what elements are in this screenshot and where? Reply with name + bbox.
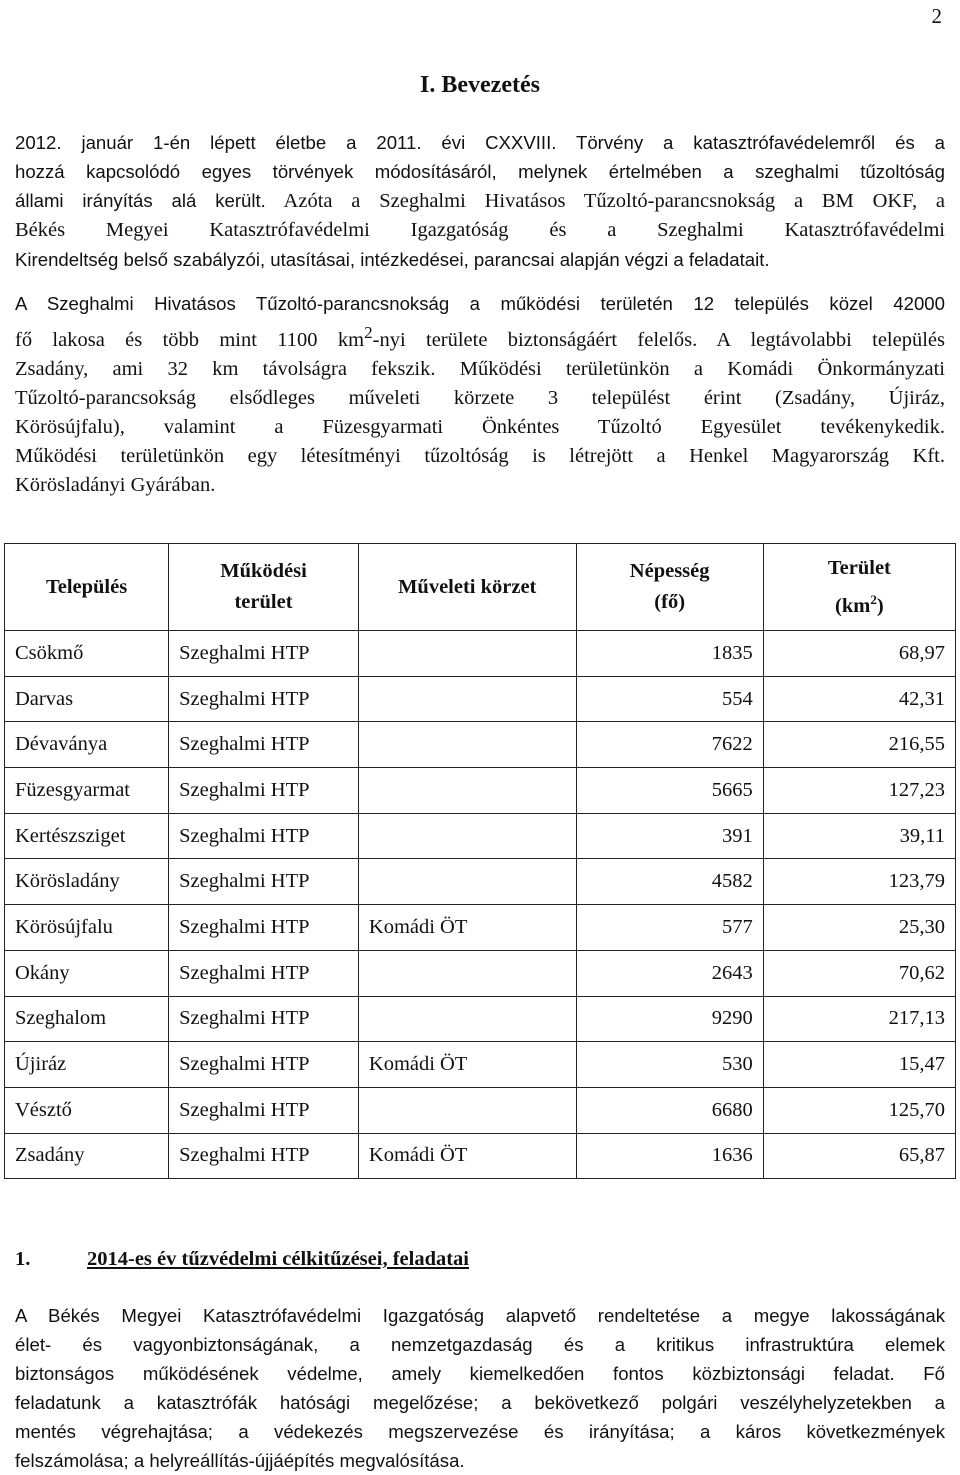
paragraph-line: feladatunk a katasztrófák hatósági megelőzése; a bekövetkező polgári veszélyhelyzetekben a [15, 1392, 945, 1413]
cell-zone [358, 631, 576, 677]
settlements-table [4, 543, 956, 1179]
cell-area: Szeghalmi HTP [169, 950, 359, 996]
cell-settlement: Füzesgyarmat [5, 768, 169, 814]
cell-size: 42,31 [763, 676, 955, 722]
cell-population: 530 [576, 1042, 763, 1088]
table-row [5, 768, 956, 814]
cell-area: Szeghalmi HTP [169, 722, 359, 768]
paragraph-text: fő lakosa és több mint 1100 km [15, 328, 365, 351]
cell-settlement: Dévaványa [5, 722, 169, 768]
cell-area: Szeghalmi HTP [169, 1133, 359, 1179]
table-row [5, 1042, 956, 1088]
cell-area: Szeghalmi HTP [169, 768, 359, 814]
cell-population: 6680 [576, 1087, 763, 1133]
paragraph-line: Működési területünkön egy létesítményi tűzoltóság is létrejött a Henkel Magyarország Kft. [15, 444, 945, 467]
cell-settlement: Zsadány [5, 1133, 169, 1179]
paragraph-line: A Békés Megyei Katasztrófavédelmi Igazgatóság alapvető rendeltetése a megye lakosságának [15, 1305, 945, 1326]
cell-area: Szeghalmi HTP [169, 1042, 359, 1088]
cell-size: 65,87 [763, 1133, 955, 1179]
paragraph-line: Körösújfalu), valamint a Füzesgyarmati Önkéntes Tűzoltó Egyesület tevékenykedik. [15, 415, 945, 438]
table-header-row [5, 544, 956, 631]
paragraph-line: mentés végrehajtása; a védekezés megszervezése és irányítása; a káros következmények [15, 1421, 945, 1442]
cell-settlement: Kertészsziget [5, 813, 169, 859]
table-row [5, 722, 956, 768]
paragraph-line: felszámolása; a helyreállítás-újjáépítés megvalósítása. [15, 1450, 465, 1471]
cell-population: 1835 [576, 631, 763, 677]
cell-population: 577 [576, 905, 763, 951]
cell-settlement: Vésztő [5, 1087, 169, 1133]
superscript: 2 [870, 591, 877, 607]
cell-settlement: Okány [5, 950, 169, 996]
table-row [5, 996, 956, 1042]
table-row [5, 859, 956, 905]
cell-zone: Komádi ÖT [358, 1133, 576, 1179]
cell-size: 70,62 [763, 950, 955, 996]
table-row [5, 950, 956, 996]
cell-size: 125,70 [763, 1087, 955, 1133]
intro-paragraph [15, 128, 945, 274]
cell-size: 68,97 [763, 631, 955, 677]
page-number: 2 [931, 4, 942, 28]
cell-size: 39,11 [763, 813, 955, 859]
cell-population: 554 [576, 676, 763, 722]
cell-zone [358, 859, 576, 905]
paragraph-line: Tűzoltó-parancsokság elsődleges műveleti körzete 3 települést érint (Zsadány, Újiráz, [15, 386, 945, 409]
paragraph-line [15, 186, 945, 216]
cell-area: Szeghalmi HTP [169, 631, 359, 677]
cell-population: 7622 [576, 722, 763, 768]
table-row [5, 676, 956, 722]
cell-zone [358, 996, 576, 1042]
cell-settlement: Újiráz [5, 1042, 169, 1088]
cell-zone: Komádi ÖT [358, 905, 576, 951]
section-heading [15, 1248, 469, 1271]
cell-area: Szeghalmi HTP [169, 1087, 359, 1133]
tasks-paragraph [15, 1301, 945, 1475]
cell-area: Szeghalmi HTP [169, 859, 359, 905]
area-paragraph [15, 289, 945, 500]
cell-population: 391 [576, 813, 763, 859]
header-settlement: Település [5, 544, 169, 631]
chapter-title: I. Bevezetés [420, 72, 540, 98]
cell-size: 127,23 [763, 768, 955, 814]
section-number: 1. [15, 1248, 31, 1270]
cell-zone [358, 676, 576, 722]
header-operational-area [169, 544, 359, 631]
paragraph-line: élet- és vagyonbiztonságának, a nemzetgazdaság és a kritikus infrastruktúra elemek [15, 1334, 945, 1355]
cell-zone [358, 1087, 576, 1133]
header-text: terület [234, 591, 293, 613]
superscript: 2 [364, 323, 373, 342]
header-population [576, 544, 763, 631]
cell-size: 216,55 [763, 722, 955, 768]
paragraph-line: A Szeghalmi Hivatásos Tűzoltó-parancsnokság a működési területén 12 település közel 42000 [15, 293, 945, 314]
paragraph-line: Békés Megyei Katasztrófavédelmi Igazgatóság és a Szeghalmi Katasztrófavédelmi [15, 219, 945, 241]
cell-settlement: Körösladány [5, 859, 169, 905]
cell-population: 2643 [576, 950, 763, 996]
cell-area: Szeghalmi HTP [169, 996, 359, 1042]
header-operational-zone: Műveleti körzet [358, 544, 576, 631]
section-title: 2014-es év tűzvédelmi célkitűzései, feladatai [87, 1248, 470, 1270]
paragraph-line [15, 318, 945, 355]
cell-zone [358, 722, 576, 768]
cell-zone: Komádi ÖT [358, 1042, 576, 1088]
cell-size: 123,79 [763, 859, 955, 905]
header-text: ) [876, 594, 884, 617]
paragraph-line: Körösladányi Gyárában. [15, 473, 216, 496]
table-row [5, 1133, 956, 1179]
cell-settlement: Szeghalom [5, 996, 169, 1042]
cell-settlement: Darvas [5, 676, 169, 722]
header-text: Terület [827, 556, 891, 579]
paragraph-line: hozzá kapcsolódó egyes törvények módosításáról, melynek értelmében a szeghalmi tűzoltóság [15, 161, 945, 182]
paragraph-line: Kirendeltség belső szabályzói, utasításai, intézkedései, parancsai alapján végzi a feladatait. [15, 249, 770, 270]
cell-population: 5665 [576, 768, 763, 814]
cell-area: Szeghalmi HTP [169, 676, 359, 722]
cell-area: Szeghalmi HTP [169, 813, 359, 859]
table-row [5, 631, 956, 677]
table-row [5, 905, 956, 951]
cell-area: Szeghalmi HTP [169, 905, 359, 951]
header-text: (fő) [654, 591, 686, 613]
paragraph-line: 2012. január 1-én lépett életbe a 2011. évi CXXVIII. Törvény a katasztrófavédelemről és a [15, 132, 945, 153]
cell-settlement: Körösújfalu [5, 905, 169, 951]
cell-population: 4582 [576, 859, 763, 905]
paragraph-line: Zsadány, ami 32 km távolságra fekszik. Működési területünkön a Komádi Önkormányzati [15, 357, 945, 380]
paragraph-line: biztonságos működésének védelme, amely kiemelkedően fontos közbiztonsági feladat. Fő [15, 1363, 945, 1384]
cell-zone [358, 950, 576, 996]
cell-size: 217,13 [763, 996, 955, 1042]
cell-zone [358, 813, 576, 859]
paragraph-text: Azóta a Szeghalmi Hivatásos Tűzoltó-parancsnokság a BM OKF, a [283, 190, 945, 212]
paragraph-text: -nyi területe biztonságáért felelős. A legtávolabbi település [372, 328, 945, 351]
cell-size: 15,47 [763, 1042, 955, 1088]
cell-size: 25,30 [763, 905, 955, 951]
header-text: Működési [220, 560, 307, 582]
header-text: (km [835, 594, 871, 617]
paragraph-text: állami irányítás alá került. [15, 190, 266, 211]
cell-zone [358, 768, 576, 814]
cell-settlement: Csökmő [5, 631, 169, 677]
cell-population: 9290 [576, 996, 763, 1042]
header-area-size [763, 544, 955, 631]
table-row [5, 1087, 956, 1133]
cell-population: 1636 [576, 1133, 763, 1179]
header-text: Népesség [629, 560, 710, 582]
table-row [5, 813, 956, 859]
